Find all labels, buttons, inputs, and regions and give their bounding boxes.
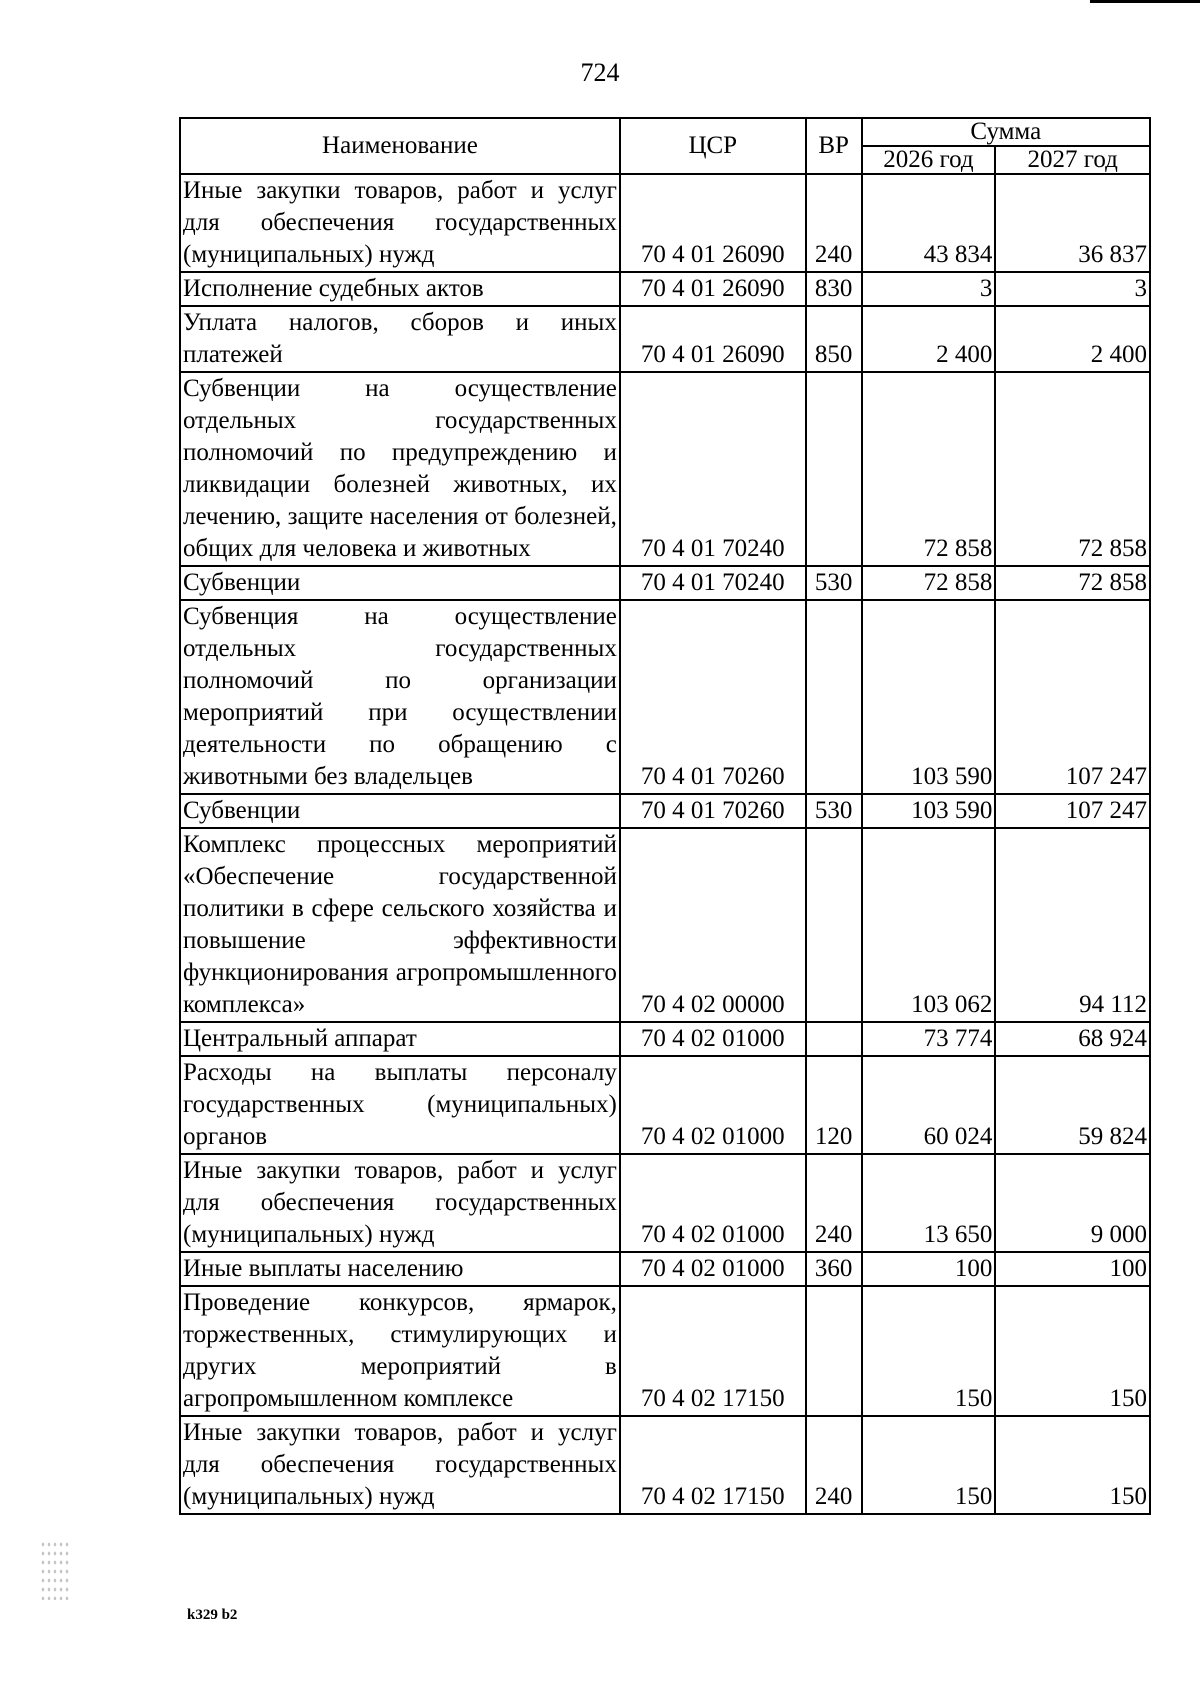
row-csr: 70 4 02 01000 — [620, 1154, 806, 1252]
row-sum-2026: 103 062 — [862, 828, 996, 1022]
row-csr: 70 4 01 26090 — [620, 272, 806, 306]
table-row — [180, 566, 1150, 600]
row-name: Субвенции на осуществление отдельных государственных полномочий по предупреждению и ликвидации болезней животных, их лечению, защите населения от болезней, общих для человека и животных — [180, 372, 620, 566]
row-name: Комплекс процессных мероприятий «Обеспечение государственной политики в сфере сельского хозяйства и повышение эффективности функционирования агропромышленного комплекса» — [180, 828, 620, 1022]
row-csr: 70 4 01 70260 — [620, 794, 806, 828]
page-number: 724 — [580, 58, 620, 87]
row-sum-2026: 13 650 — [862, 1154, 996, 1252]
row-vr: 850 — [806, 306, 862, 372]
row-vr: 530 — [806, 566, 862, 600]
row-sum-2027: 72 858 — [995, 566, 1150, 600]
header-year-2027: 2027 год — [995, 146, 1150, 174]
row-vr — [806, 372, 862, 566]
row-csr: 70 4 02 01000 — [620, 1056, 806, 1154]
row-name: Центральный аппарат — [180, 1022, 620, 1056]
row-csr: 70 4 01 26090 — [620, 174, 806, 272]
row-vr: 240 — [806, 1416, 862, 1514]
row-csr: 70 4 01 26090 — [620, 306, 806, 372]
row-csr: 70 4 02 17150 — [620, 1416, 806, 1514]
budget-table — [179, 117, 1151, 1515]
table-row — [180, 174, 1150, 272]
row-sum-2027: 100 — [995, 1252, 1150, 1286]
row-vr: 530 — [806, 794, 862, 828]
row-name: Иные закупки товаров, работ и услуг для обеспечения государственных (муниципальных) нужд — [180, 1154, 620, 1252]
table-row — [180, 272, 1150, 306]
header-name: Наименование — [180, 118, 620, 174]
row-csr: 70 4 01 70240 — [620, 372, 806, 566]
row-vr: 830 — [806, 272, 862, 306]
row-sum-2027: 68 924 — [995, 1022, 1150, 1056]
row-name: Субвенции — [180, 566, 620, 600]
header-sum: Сумма — [862, 118, 1150, 146]
row-sum-2027: 3 — [995, 272, 1150, 306]
row-sum-2027: 150 — [995, 1286, 1150, 1416]
table-row — [180, 794, 1150, 828]
row-sum-2026: 60 024 — [862, 1056, 996, 1154]
row-sum-2027: 36 837 — [995, 174, 1150, 272]
table-row — [180, 1416, 1150, 1514]
table-row — [180, 372, 1150, 566]
row-vr: 360 — [806, 1252, 862, 1286]
header-vr: ВР — [806, 118, 862, 174]
row-sum-2027: 150 — [995, 1416, 1150, 1514]
header-csr: ЦСР — [620, 118, 806, 174]
row-sum-2026: 100 — [862, 1252, 996, 1286]
row-name: Иные закупки товаров, работ и услуг для обеспечения государственных (муниципальных) нужд — [180, 174, 620, 272]
row-vr: 240 — [806, 174, 862, 272]
row-name: Иные выплаты населению — [180, 1252, 620, 1286]
scan-edge-mark — [1090, 0, 1200, 3]
row-vr: 240 — [806, 1154, 862, 1252]
row-vr — [806, 1022, 862, 1056]
row-csr: 70 4 01 70240 — [620, 566, 806, 600]
table-row — [180, 1252, 1150, 1286]
row-sum-2027: 107 247 — [995, 794, 1150, 828]
row-csr: 70 4 02 00000 — [620, 828, 806, 1022]
row-sum-2026: 2 400 — [862, 306, 996, 372]
table-row — [180, 828, 1150, 1022]
table-row — [180, 1286, 1150, 1416]
row-sum-2027: 9 000 — [995, 1154, 1150, 1252]
table-row — [180, 1022, 1150, 1056]
row-vr — [806, 1286, 862, 1416]
row-csr: 70 4 02 01000 — [620, 1252, 806, 1286]
row-sum-2026: 43 834 — [862, 174, 996, 272]
row-name: Проведение конкурсов, ярмарок, торжественных, стимулирующих и других мероприятий в агропромышленном комплексе — [180, 1286, 620, 1416]
row-sum-2026: 72 858 — [862, 372, 996, 566]
row-name: Исполнение судебных актов — [180, 272, 620, 306]
table-row — [180, 1056, 1150, 1154]
row-csr: 70 4 02 01000 — [620, 1022, 806, 1056]
row-sum-2026: 103 590 — [862, 600, 996, 794]
table-row — [180, 600, 1150, 794]
table-body — [180, 174, 1150, 1514]
row-sum-2027: 94 112 — [995, 828, 1150, 1022]
row-sum-2027: 72 858 — [995, 372, 1150, 566]
scan-noise — [40, 1540, 70, 1600]
row-name: Иные закупки товаров, работ и услуг для обеспечения государственных (муниципальных) нужд — [180, 1416, 620, 1514]
row-sum-2027: 59 824 — [995, 1056, 1150, 1154]
row-sum-2026: 150 — [862, 1286, 996, 1416]
header-year-2026: 2026 год — [862, 146, 996, 174]
row-vr — [806, 600, 862, 794]
row-sum-2026: 72 858 — [862, 566, 996, 600]
row-sum-2026: 103 590 — [862, 794, 996, 828]
row-csr: 70 4 02 17150 — [620, 1286, 806, 1416]
table-header — [180, 118, 1150, 174]
row-csr: 70 4 01 70260 — [620, 600, 806, 794]
row-sum-2027: 107 247 — [995, 600, 1150, 794]
row-name: Расходы на выплаты персоналу государственных (муниципальных) органов — [180, 1056, 620, 1154]
row-sum-2026: 3 — [862, 272, 996, 306]
row-sum-2026: 150 — [862, 1416, 996, 1514]
row-sum-2027: 2 400 — [995, 306, 1150, 372]
row-name: Субвенция на осуществление отдельных государственных полномочий по организации мероприятий при осуществлении деятельности по обращению с животными без владельцев — [180, 600, 620, 794]
table-row — [180, 306, 1150, 372]
row-name: Субвенции — [180, 794, 620, 828]
row-name: Уплата налогов, сборов и иных платежей — [180, 306, 620, 372]
row-sum-2026: 73 774 — [862, 1022, 996, 1056]
table-row — [180, 1154, 1150, 1252]
row-vr — [806, 828, 862, 1022]
row-vr: 120 — [806, 1056, 862, 1154]
footer-code: k329 b2 — [187, 1607, 238, 1623]
